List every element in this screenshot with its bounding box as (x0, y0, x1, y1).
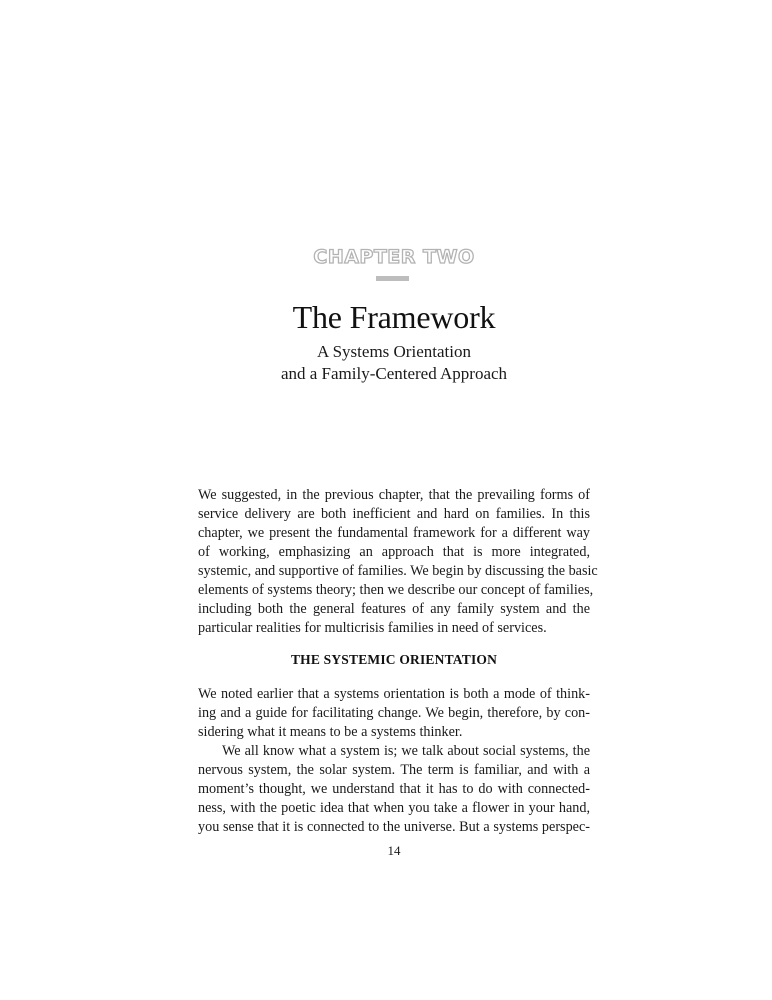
text-line: nervous system, the solar system. The term is familiar, and with a (198, 762, 590, 778)
body-text (198, 685, 590, 837)
paragraph (198, 685, 590, 742)
text-line: systemic, and supportive of families. We begin by discussing the basic (198, 563, 598, 579)
section-heading: THE SYSTEMIC ORIENTATION (290, 652, 498, 667)
text-line: ness, with the poetic idea that when you take a flower in your hand, (198, 800, 590, 816)
text-line: chapter, we present the fundamental framework for a different way (198, 525, 590, 541)
text-line: particular realities for multicrisis families in need of services. (198, 620, 547, 636)
text-line: service delivery are both inefficient and hard on families. In this (198, 506, 590, 522)
text-line: elements of systems theory; then we describe our concept of families, (198, 582, 594, 598)
paragraph (198, 742, 590, 837)
chapter-rule-divider (376, 276, 409, 281)
text-line: We all know what a system is; we talk about social systems, the (222, 743, 590, 759)
text-line: including both the general features of any family system and the (198, 601, 590, 617)
chapter-label: CHAPTER TWO (313, 246, 475, 268)
text-line: We suggested, in the previous chapter, that the prevailing forms of (198, 487, 590, 503)
text-line: moment’s thought, we understand that it has to do with connected- (198, 781, 590, 797)
intro-paragraph (198, 486, 598, 638)
text-line: We noted earlier that a systems orientation is both a mode of think- (198, 686, 590, 702)
text-line: you sense that it is connected to the universe. But a systems perspec- (198, 819, 590, 835)
text-line: ing and a guide for facilitating change. We begin, therefore, by con- (198, 705, 590, 721)
text-line: sidering what it means to be a systems thinker. (198, 724, 463, 740)
chapter-subtitle (0, 341, 772, 385)
page-number: 14 (387, 843, 401, 858)
chapter-subtitle-line-2: and a Family-Centered Approach (280, 364, 508, 383)
chapter-title: The Framework (292, 299, 496, 335)
text-line: of working, emphasizing an approach that is more integrated, (198, 544, 590, 560)
chapter-subtitle-line-1: A Systems Orientation (317, 342, 471, 361)
